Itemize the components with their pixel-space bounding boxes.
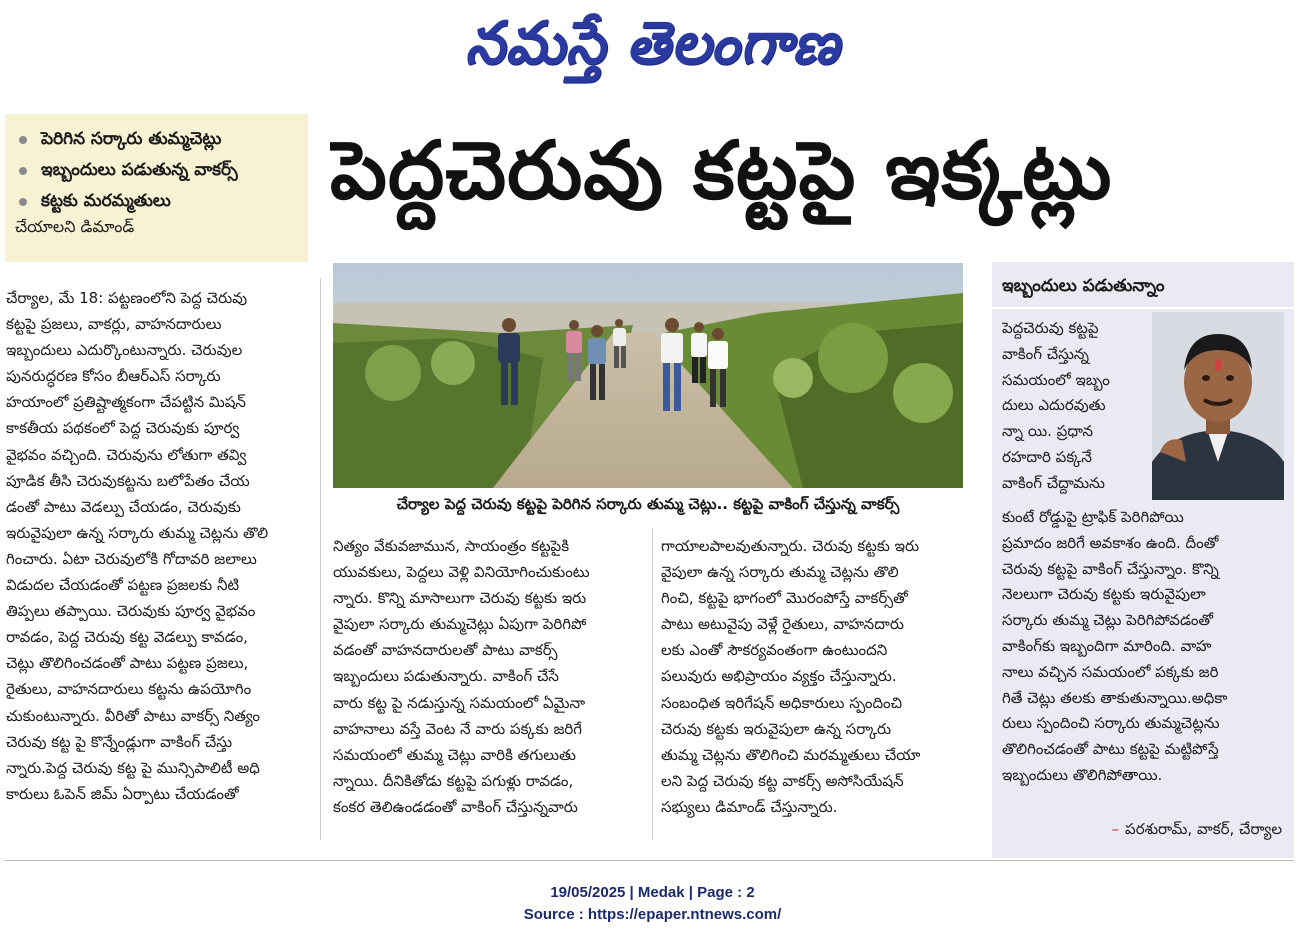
highlight-item [15,155,300,186]
text-line: పెద్దచెరువు కట్టపై [1002,319,1099,337]
walkers-on-bund-photo [333,263,963,488]
highlight-text-continued: చేయాలని డిమాండ్‌ [15,217,135,236]
sidebox-text-full [1002,505,1287,789]
text-line: ఇరువైపులా ఉన్న సర్కారు తుమ్మ చెట్లను తొలి [6,523,269,542]
text-line: వైభవం వచ్చింది. చెరువును లోతుగా తవ్వి [6,445,247,464]
text-line: సంబంధిత ఇరిగేషన్‌ అధికారులు స్పందించి [661,693,903,712]
text-line: తుమ్మ చెట్లను తొలిగించి మరమ్మతులు చేయా [661,745,921,764]
text-line: వాకింగ్‌కు ఇబ్బందిగా మారింది. వాహ [1002,636,1212,655]
bullet-dot-icon [19,136,27,144]
text-line: లని పెద్ద చెరువు కట్ట వాకర్స్‌ అసోసియేషన్‌ [661,771,904,790]
text-line: నెలలుగా చెరువు కట్టకు ఇరువైపులా [1002,585,1206,604]
text-line: వైపులా సర్కారు తుమ్మచెట్లు ఏపుగా పెరిగిపో [333,615,587,634]
highlight-text: ఇబ్బందులు పడుతున్న వాకర్స్‌ [41,160,238,180]
text-line: వాకింగ్‌ చేద్దామను [1002,473,1105,492]
bullet-dot-icon [19,198,27,206]
article-column-3 [661,533,971,820]
person-portrait-icon [1152,312,1284,500]
text-line: చుకుంటున్నారు. వీరితో పాటు వాకర్స్‌ నిత్యం [6,706,261,725]
article-column-1 [6,285,308,807]
footer-divider [4,860,1294,861]
text-line: న్నారు. కొన్ని మాసాలుగా చెరువు కట్టకు ఇరు [333,589,587,608]
text-line: ప్రమాదం జరిగే అవకాశం ఉంది. దీంతో [1002,533,1219,552]
column-divider [320,278,321,840]
text-line: న్నాయి. దీనికితోడు కట్టపై పగుళ్లు రావడం, [333,771,574,790]
sidebox-divider [992,307,1294,309]
column-divider [652,528,653,840]
text-line: చెరువు కట్టకు ఇరువైపులా ఉన్న సర్కారు [661,719,892,738]
text-line: కాకతీయ పథకంలో పెద్ద చెరువుకు పూర్వ [6,419,240,438]
attribution-text: పరశురామ్‌, వాకర్‌, చేర్యాల [1125,820,1282,838]
text-line: కారులు ఓపెన్‌ జిమ్‌ ఏర్పాటు చేయడంతో [6,784,239,803]
text-line: రావడం, పెద్ద చెరువు కట్ట వెడల్పు కావడం, [6,628,248,647]
headline: పెద్దచెరువు కట్టపై ఇక్కట్లు [330,124,1113,217]
source-link[interactable]: Source : https://epaper.ntnews.com/ [523,906,782,923]
text-line: తిప్పలు తప్పాయి. చెరువుకు పూర్వ వైభవం [6,602,256,621]
text-line: లకు ఎంతో సౌకర్యవంతంగా ఉంటుందని [661,641,888,660]
text-line: విడుదల చేయడంతో పట్టణ ప్రజలకు నీటి [6,576,240,595]
text-line: పునరుద్ధరణ కోసం బీఆర్‌ఎస్‌ సర్కారు [6,367,221,386]
text-line: వాహనాలు వస్తే వెంట నే వారు పక్కకు జరిగే [333,719,583,738]
bullet-dot-icon [19,167,27,175]
text-line: కంకర తెలిఉండడంతో వాకింగ్‌ చేస్తున్నవారు [333,797,578,816]
text-line: సర్కారు తుమ్మ చెట్లు పెరిగిపోవడంతో [1002,611,1214,630]
sidebox-title: ఇబ్బందులు పడుతున్నాం [1002,276,1165,296]
text-line: వడంతో వాహనదారులతో పాటు వాకర్స్‌ [333,641,558,660]
text-line: పూడిక తీసి చెరువుకట్టను బలోపేతం చేయ [6,471,250,490]
photo-caption: చేర్యాల పెద్ద చెరువు కట్టపై పెరిగిన సర్కారు తుమ్మ చెట్లు.. కట్టపై వాకింగ్‌ చేస్తున్న వాకర్స్‌ [396,495,900,513]
text-line: గించారు. ఏటా చెరువులోకి గోదావరి జలాలు [6,549,257,568]
masthead [0,6,1305,86]
text-line: రహదారి పక్కనే [1002,447,1092,466]
sidebox-text-narrow [1002,316,1156,497]
text-line: తొలిగించడంతో పాటు కట్టపై మట్టిపోస్తే [1002,740,1219,759]
article-photo [333,263,963,488]
text-line: చెరువు కట్ట పై కొన్నేండ్లుగా వాకింగ్‌ చేస్తు [6,732,233,751]
text-line: పాటు అటువైపు వెళ్లే రైతులు, వాహనదారు [661,615,904,634]
text-line: హయాంలో ప్రతిష్టాత్మకంగా చేపట్టిన మిషన్‌ [6,393,246,412]
text-line: రైతులు, వాహనదారులు కట్టను ఉపయోగిం [6,680,252,699]
text-line: సమయంలో తుమ్మ చెట్లు వారికి తగులుతు [333,745,576,764]
text-line: కుంటే రోడ్డుపై ట్రాఫిక్‌ పెరిగిపోయి [1002,508,1184,526]
text-line: వైపులా ఉన్న సర్కారు తుమ్మ చెట్లను తొలి [661,563,899,582]
text-line: దులు ఎదురవుతు [1002,396,1106,415]
text-line: సభ్యులు డిమాండ్‌ చేస్తున్నారు. [661,797,838,816]
text-line: చెరువు కట్టపై వాకింగ్‌ చేస్తున్నాం. కొన్ని [1002,559,1219,578]
edition-info: 19/05/2025 | Medak | Page : 2 [550,884,755,901]
text-line: గితే చెట్లు తలకు తాకుతున్నాయి.అధికా [1002,688,1228,707]
highlights-box [5,114,308,262]
highlight-item [15,186,300,217]
text-line: వారు కట్ట పై నడుస్తున్న సమయంలో ఏమైనా [333,693,586,712]
article-column-2 [333,533,643,820]
quote-attribution [1112,817,1282,841]
text-line: వాకింగ్‌ చేస్తున్న [1002,344,1089,363]
newspaper-logo: నమస్తే తెలంగాణ [465,9,840,78]
page-footer [0,882,1305,926]
text-line: ఇబ్బందులు ఎదుర్కొంటున్నారు. చెరువుల [6,341,243,360]
text-line: పలువురు అభిప్రాయం వ్యక్తం చేస్తున్నారు. [661,667,897,686]
text-line: రులు స్పందించి సర్కారు తుమ్మచెట్లను [1002,714,1220,733]
text-line: న్నారు.పెద్ద చెరువు కట్ట పై మున్సిపాలిటీ అధి [6,758,260,777]
text-line: నిత్యం వేకువజామున, సాయంత్రం కట్టపైకి [333,537,570,555]
text-line: చేర్యాల, మే 18: పట్టణంలోని పెద్ద చెరువు [6,289,248,307]
text-line: న్నా యి. ప్రధాన [1002,422,1093,441]
highlight-text: కట్టకు మరమ్మతులు [41,191,171,211]
text-line: యువకులు, పెద్దలు వెళ్లి వినియోగించుకుంటు [333,563,590,582]
text-line: నాలు వచ్చిన సమయంలో పక్కకు జరి [1002,662,1219,681]
highlight-item [15,124,300,155]
quote-sidebox [992,262,1294,858]
text-line: ఇబ్బందులు తొలిగిపోతాయి. [1002,765,1163,784]
text-line: చెట్లు తొలిగించడంతో పాటు పట్టణ ప్రజలు, [6,654,249,673]
portrait-photo [1152,312,1284,500]
text-line: గించి, కట్టపై భాగంలో మొరంపోస్తే వాకర్స్‌తో [661,589,908,608]
text-line: ఇబ్బందులు పడుతున్నారు. వాకింగ్‌ చేసే [333,667,559,686]
text-line: గాయాలపాలవుతున్నారు. చెరువు కట్టకు ఇరు [661,537,920,555]
highlight-text: పెరిగిన సర్కారు తుమ్మచెట్లు [41,129,222,149]
text-line: సమయంలో ఇబ్బం [1002,370,1110,389]
text-line: కట్టపై ప్రజలు, వాకర్లు, వాహనదారులు [6,315,222,334]
text-line: డంతో పాటు వెడల్పు చేయడం, చెరువుకు [6,497,241,516]
dash-glyph: – [1111,820,1120,838]
